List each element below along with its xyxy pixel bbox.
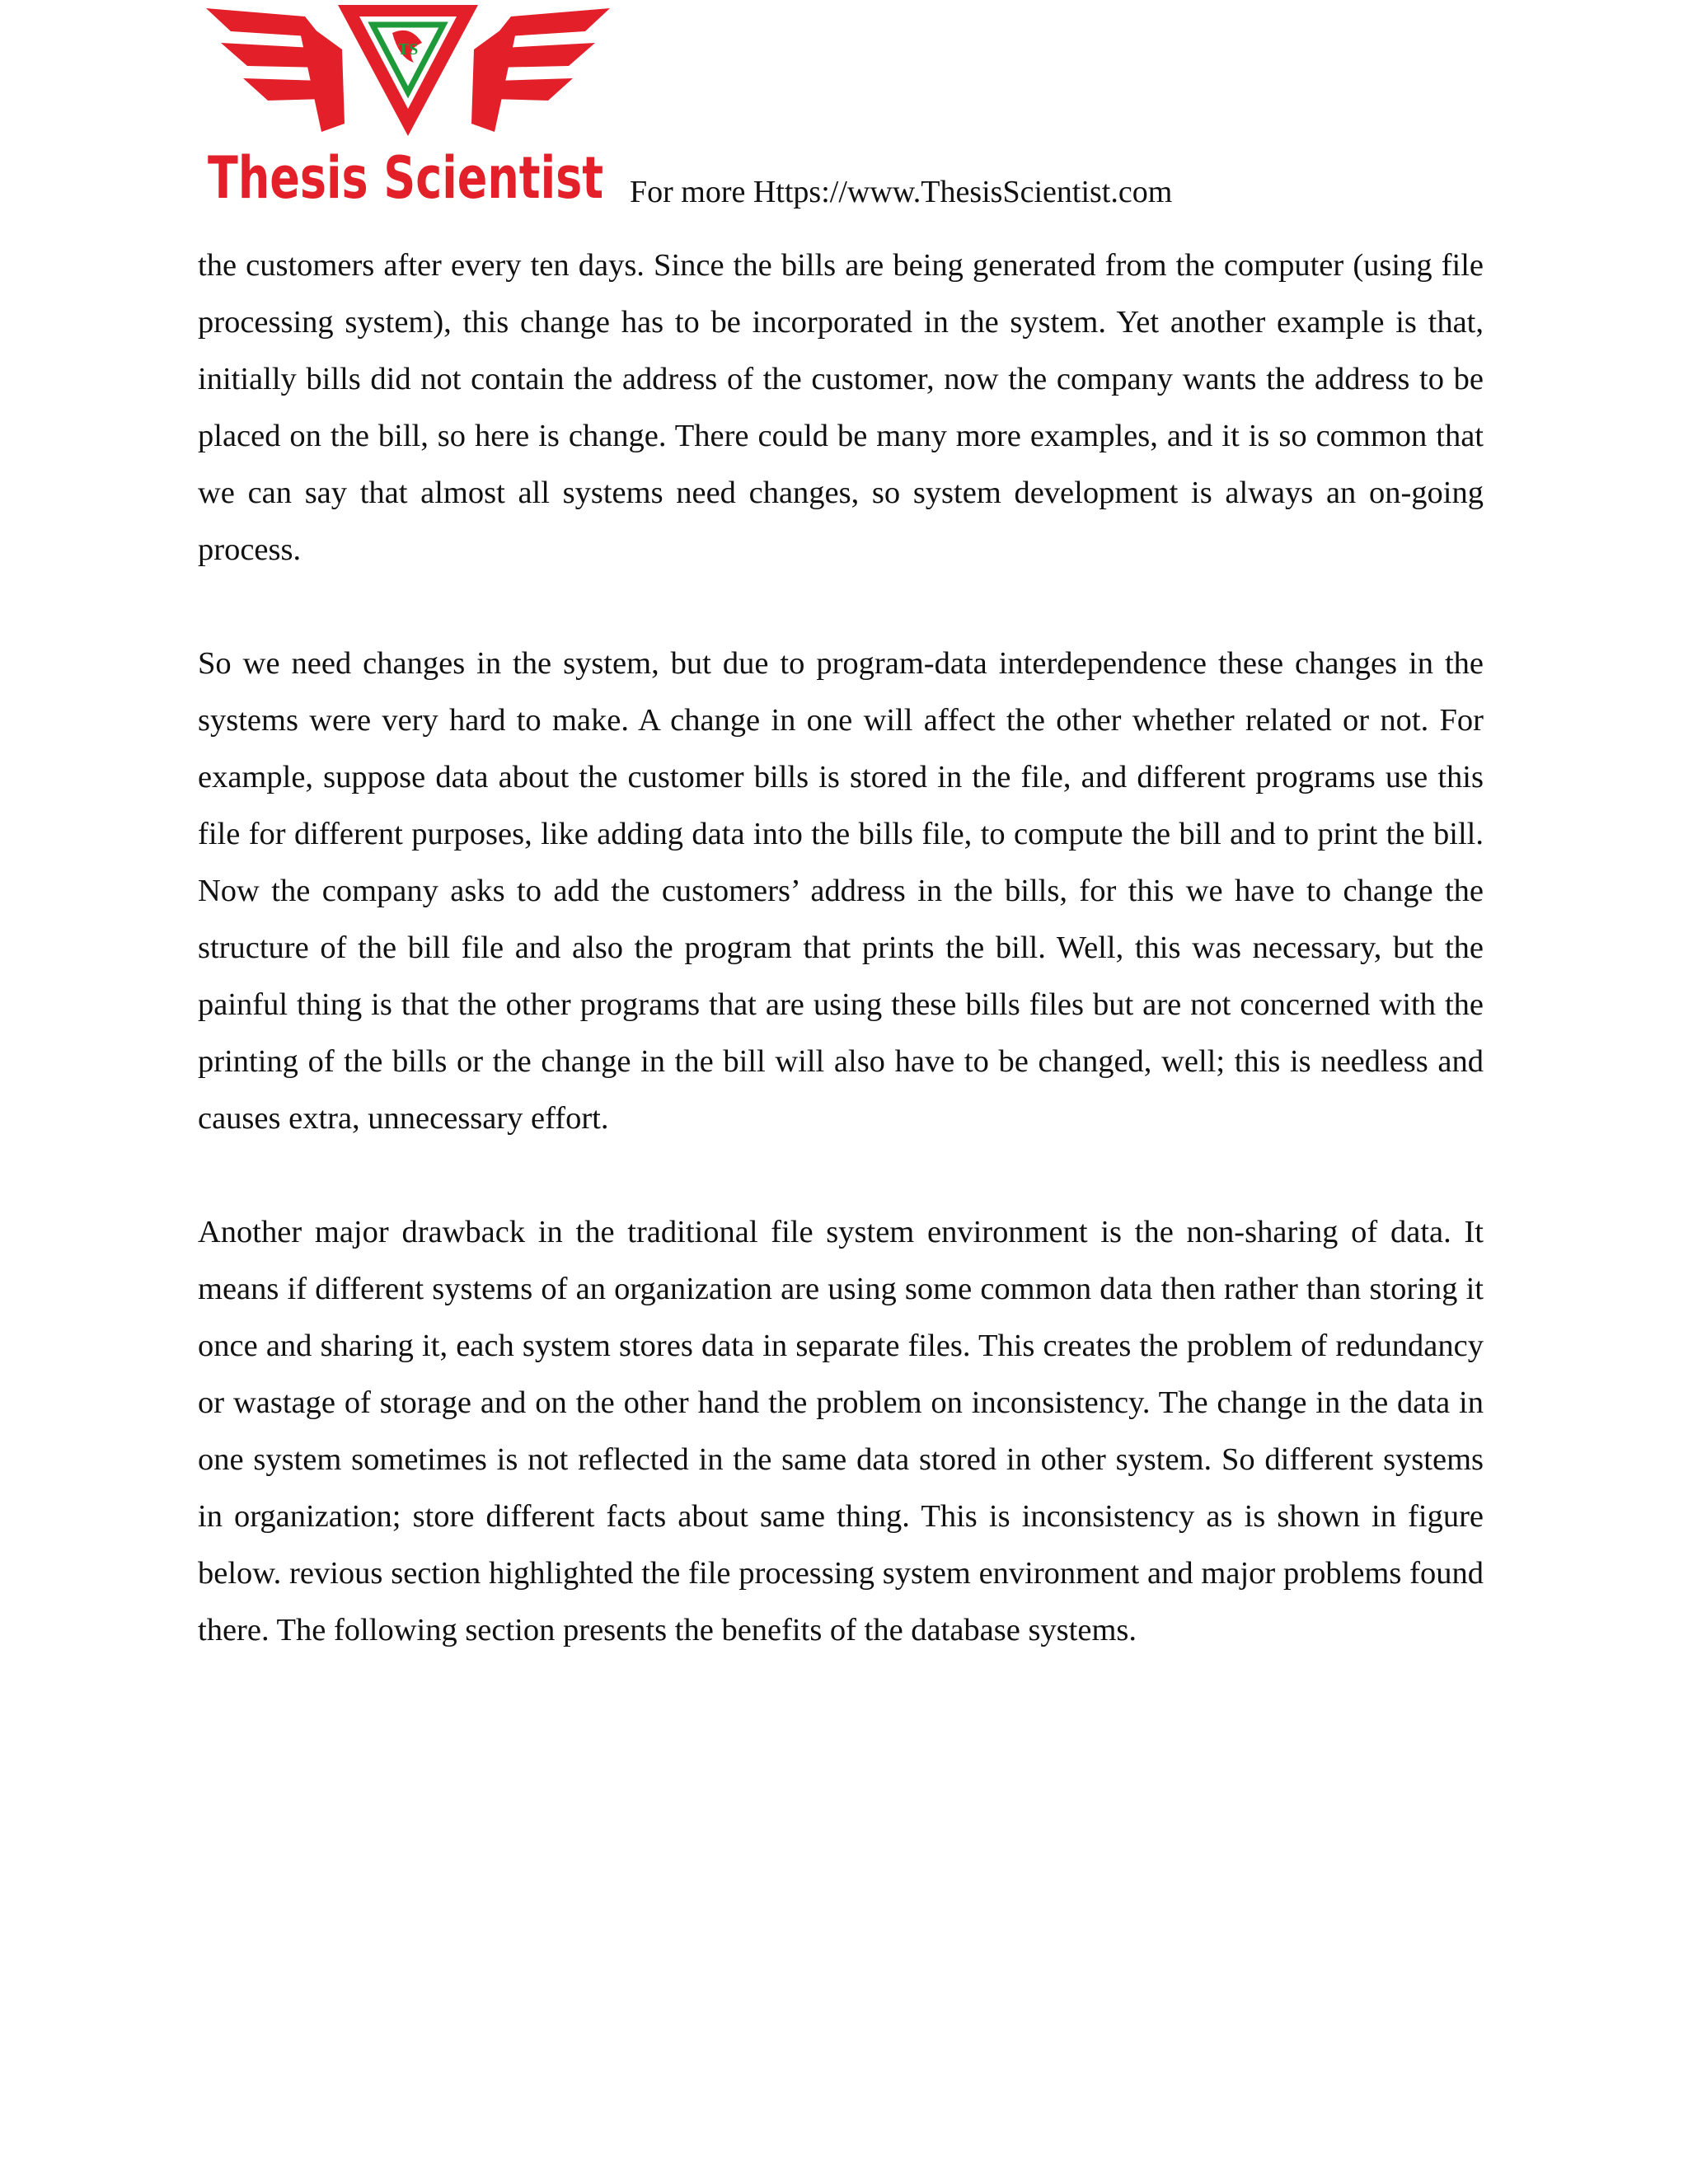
paragraph-3: Another major drawback in the traditional file system environment is the non-sharing of data. It means if different systems of an organization are using some common data then rather than storing it once and sharing it, each system stores data in separate files. This creates the problem of redundancy or wastage of storage and on the other hand the problem on inconsistency. The change in the data in one system sometimes is not reflected in the same data stored in other system. So different systems in organization; store different facts about same thing. This is inconsistency as is shown in figure below. revious section highlighted the file processing system environment and major problems found there. The following section presents the benefits of the database systems. (198, 1215, 1484, 1647)
body-text (198, 237, 1484, 1716)
paragraph-1: the customers after every ten days. Since the bills are being generated from the computer (using file processing system), this change has to be incorporated in the system. Yet another example is that, initially bills did not contain the address of the customer, now the company wants the address to be placed on the bill, so here is change. There could be many more examples, and it is so common that we can say that almost all systems need changes, so system development is always an on-going process. (198, 248, 1484, 567)
paragraph-2: So we need changes in the system, but due to program-data interdependence these changes in the systems were very hard to make. A change in one will affect the other whether related or not. For example, suppose data about the customer bills is stored in the file, and different programs use this file for different purposes, like adding data into the bills file, to compute the bill and to print the bill. Now the company asks to add the customers’ address in the bills, for this we have to change the structure of the bill file and also the program that prints the bill. Well, this was necessary, but the painful thing is that the other programs that are using these bills files but are not concerned with the printing of the bills or the change in the bill will also have to be changed, well; this is needless and causes extra, unnecessary effort. (198, 646, 1484, 1136)
page-header (198, 0, 1517, 223)
left-wing-icon (206, 8, 345, 132)
right-wing-icon (471, 8, 610, 132)
website-link[interactable]: For more Https://www.ThesisScientist.com (630, 175, 1173, 209)
thesis-scientist-logo (198, 0, 618, 214)
logo-monogram: TS (397, 40, 419, 59)
triangle-emblem-icon (338, 5, 478, 136)
logo-wordmark: Thesis Scientist (208, 144, 603, 212)
